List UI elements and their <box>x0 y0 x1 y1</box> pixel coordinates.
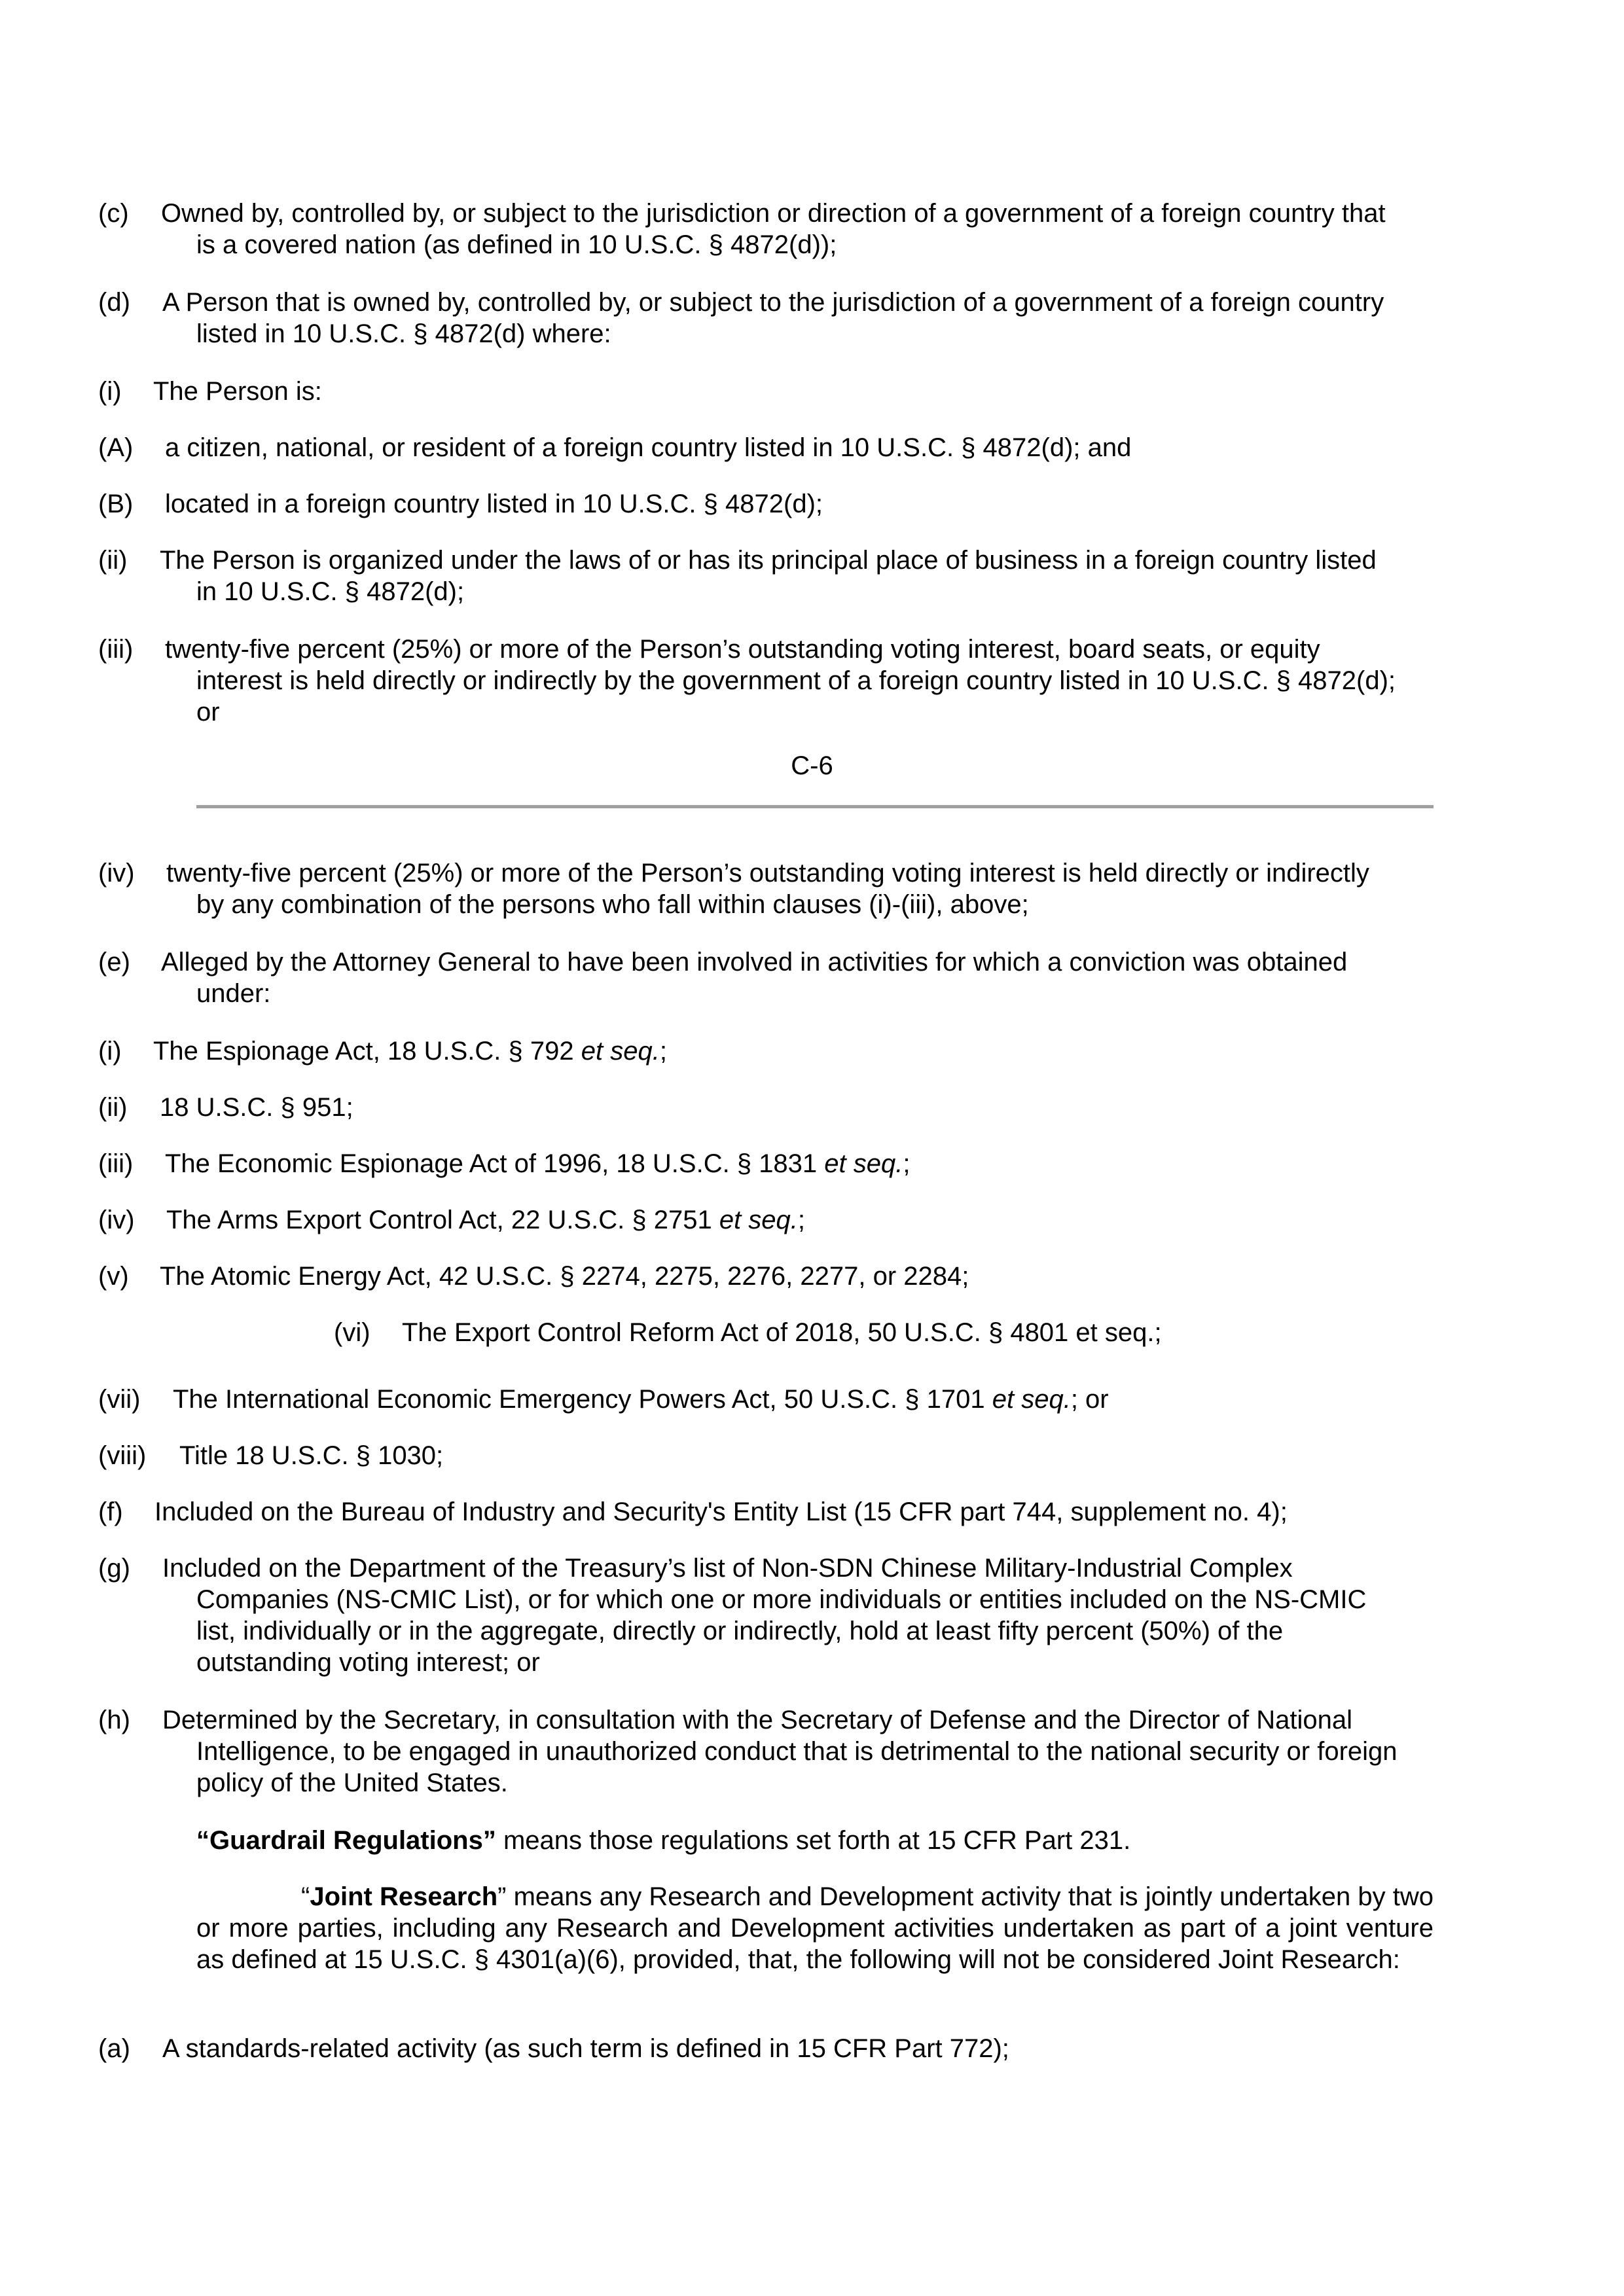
item-text: twenty-five percent (25%) or more of the Person’s outstanding voting interest, board seats, or equity <box>165 635 1320 664</box>
list-item-viii <box>98 1440 1434 1471</box>
page-number: C-6 <box>791 751 833 780</box>
item-text-cont: list, individually or in the aggregate, directly or indirectly, hold at least fifty percent (50%) of the <box>196 1617 1284 1645</box>
list-item-i <box>98 376 1434 407</box>
item-label: (iii) <box>98 1149 134 1178</box>
item-text-cont: interest is held directly or indirectly by the government of a foreign country listed in 10 U.S.C. § 4872(d); <box>196 666 1396 695</box>
item-text: Determined by the Secretary, in consultation with the Secretary of Defense and the Director of National <box>162 1706 1352 1734</box>
page-divider <box>196 805 1434 808</box>
item-label: (viii) <box>98 1441 147 1470</box>
item-text: The Person is: <box>153 377 322 406</box>
item-label: (vii) <box>98 1385 141 1414</box>
item-text-cont: or <box>196 698 220 726</box>
list-item-v <box>98 1261 1434 1292</box>
item-label: (f) <box>98 1498 123 1526</box>
item-label: (ii) <box>98 1093 128 1122</box>
item-italic: et seq. <box>581 1037 660 1066</box>
item-after: ; <box>903 1149 911 1178</box>
item-label: (d) <box>98 288 130 317</box>
item-text: The Economic Espionage Act of 1996, 18 U.S.C. § 1831 <box>165 1149 825 1178</box>
item-text-cont: is a covered nation (as defined in 10 U.S.C. § 4872(d)); <box>196 230 837 259</box>
item-text-cont: policy of the United States. <box>196 1768 508 1797</box>
item-text: The Person is organized under the laws of or has its principal place of business in a foreign country listed <box>160 546 1377 575</box>
quote-open: “ <box>301 1882 310 1911</box>
item-text-cont: in 10 U.S.C. § 4872(d); <box>196 577 465 606</box>
definition-text: ” means any Research and Development activity that is jointly undertaken by two or more parties, including any Research and Development activities undertaken as part of a joint venture as defined at 15 U.S.C. § 4301(a)(6), provided, that, the following will not be considered Joint Research: <box>196 1882 1434 1974</box>
item-text-cont: Companies (NS-CMIC List), or for which one or more individuals or entities included on the NS-CMIC <box>196 1585 1367 1614</box>
list-item-e <box>98 946 1434 1009</box>
item-label: (v) <box>98 1262 129 1291</box>
list-item-h <box>98 1704 1434 1799</box>
item-text-cont: by any combination of the persons who fall within clauses (i)-(iii), above; <box>196 890 1029 919</box>
item-italic: et seq. <box>719 1206 798 1234</box>
item-text-cont: outstanding voting interest; or <box>196 1648 540 1677</box>
list-item-d <box>98 287 1434 350</box>
item-text: The Arms Export Control Act, 22 U.S.C. § 2751 <box>166 1206 719 1234</box>
list-item-iv <box>98 857 1434 920</box>
item-text: Title 18 U.S.C. § 1030; <box>179 1441 444 1470</box>
item-text: 18 U.S.C. § 951; <box>160 1093 353 1122</box>
item-text: The Espionage Act, 18 U.S.C. § 792 <box>153 1037 581 1066</box>
item-label: (iv) <box>98 859 135 888</box>
item-label: (A) <box>98 433 134 462</box>
item-label: (i) <box>98 377 122 406</box>
definition-joint-research <box>196 1881 1434 1975</box>
item-label: (e) <box>98 948 130 977</box>
list-item-A <box>98 432 1434 463</box>
list-item-iii-2 <box>98 1148 1434 1179</box>
item-after: ; <box>797 1206 806 1234</box>
item-text: Included on the Department of the Treasury’s list of Non-SDN Chinese Military-Industrial Complex <box>162 1554 1293 1583</box>
item-after: ; or <box>1070 1385 1109 1414</box>
item-after: ; <box>659 1037 667 1066</box>
item-text: located in a foreign country listed in 10 U.S.C. § 4872(d); <box>165 490 823 518</box>
item-italic: et seq. <box>824 1149 903 1178</box>
list-item-iii <box>98 634 1434 728</box>
item-text: A standards-related activity (as such term is defined in 15 CFR Part 772); <box>162 2034 1009 2063</box>
item-text: Alleged by the Attorney General to have been involved in activities for which a conviction was obtained <box>161 948 1348 977</box>
list-item-g <box>98 1552 1434 1678</box>
item-text: A Person that is owned by, controlled by, or subject to the jurisdiction of a government of a foreign country <box>162 288 1384 317</box>
list-item-ii <box>98 545 1434 607</box>
item-label: (a) <box>98 2034 130 2063</box>
item-text: a citizen, national, or resident of a foreign country listed in 10 U.S.C. § 4872(d); and <box>165 433 1132 462</box>
item-text-cont: Intelligence, to be engaged in unauthorized conduct that is detrimental to the national security or foreign <box>196 1737 1398 1766</box>
list-item-a <box>98 2033 1434 2064</box>
item-text: Owned by, controlled by, or subject to the jurisdiction or direction of a government of a foreign country that <box>161 199 1386 228</box>
item-text-cont: under: <box>196 979 271 1008</box>
item-text: twenty-five percent (25%) or more of the Person’s outstanding voting interest is held directly or indirectly <box>166 859 1369 888</box>
item-text: Included on the Bureau of Industry and Security's Entity List (15 CFR part 744, supplement no. 4); <box>154 1498 1288 1526</box>
list-item-c <box>98 198 1434 260</box>
item-label: (c) <box>98 199 129 228</box>
item-text-cont: listed in 10 U.S.C. § 4872(d) where: <box>196 319 611 348</box>
list-item-i-2 <box>98 1035 1434 1067</box>
item-label: (h) <box>98 1706 130 1734</box>
item-text: The Atomic Energy Act, 42 U.S.C. § 2274, 2275, 2276, 2277, or 2284; <box>160 1262 969 1291</box>
list-item-ii-2 <box>98 1092 1434 1123</box>
list-item-vi <box>334 1317 1434 1348</box>
list-item-iv-2 <box>98 1204 1434 1236</box>
item-label: (i) <box>98 1037 122 1066</box>
item-label: (B) <box>98 490 134 518</box>
item-label: (vi) <box>334 1318 370 1347</box>
definition-guardrail-regulations <box>196 1825 1434 1856</box>
item-label: (iii) <box>98 635 134 664</box>
item-text: The Export Control Reform Act of 2018, 50 U.S.C. § 4801 et seq.; <box>402 1318 1162 1347</box>
item-label: (ii) <box>98 546 128 575</box>
list-item-B <box>98 488 1434 520</box>
defined-term: Joint Research <box>310 1882 498 1911</box>
list-item-f <box>98 1496 1434 1528</box>
list-item-vii <box>98 1384 1434 1415</box>
item-italic: et seq. <box>992 1385 1071 1414</box>
item-text: The International Economic Emergency Powers Act, 50 U.S.C. § 1701 <box>173 1385 992 1414</box>
item-label: (g) <box>98 1554 130 1583</box>
defined-term: “Guardrail Regulations” <box>196 1826 496 1855</box>
definition-text: means those regulations set forth at 15 CFR Part 231. <box>496 1826 1131 1855</box>
item-label: (iv) <box>98 1206 135 1234</box>
